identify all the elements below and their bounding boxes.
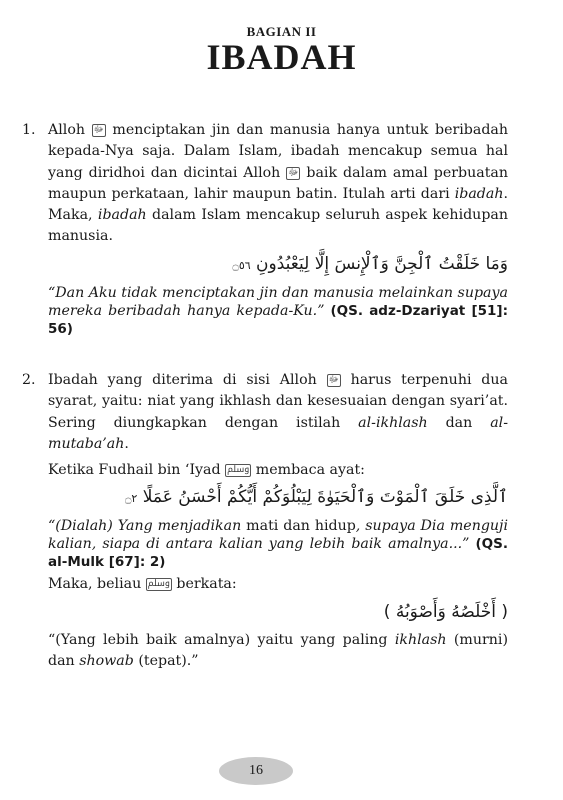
translation — [48, 284, 508, 338]
text: “(Yang lebih baik amalnya) yaitu yang paling — [48, 631, 388, 648]
rahimahullah-symbol-icon: ﷸ — [227, 465, 250, 476]
text: . Maka, — [48, 185, 508, 224]
paragraph — [48, 460, 508, 481]
text: (tepat).” — [138, 653, 199, 670]
text: dalam Islam mencakup seluruh aspek kehidupan manusia. — [48, 207, 509, 245]
translation — [48, 517, 508, 571]
translation-text: “Dan Aku tidak menciptakan jin dan manusia melainkan supaya mereka beribadah hanya kepada-Ku.” — [48, 284, 508, 319]
text: membaca ayat: — [255, 462, 365, 479]
italic-term: ikhlash — [394, 631, 447, 648]
text: . — [124, 435, 129, 452]
text: menciptakan jin dan manusia hanya untuk beribadah kepada-Nya saja. Dalam Islam, ibadah mencakup semua hal yang diridhoi dan dicintai Alloh — [48, 122, 509, 181]
text: (murni) dan — [48, 631, 509, 670]
text: baik dalam amal perbuatan maupun perkataan, lahir maupun batin. Itulah arti dari — [48, 164, 509, 202]
swt-symbol-icon: ﷻ — [93, 125, 104, 135]
item-content — [48, 120, 508, 338]
text: Ketika Fudhail bin ‘Iyad — [48, 462, 221, 479]
verse-reference: (QS. al-Mulk [67]: 2) — [48, 536, 508, 571]
text: Alloh — [48, 122, 85, 138]
italic-term: al-mutaba’ah — [48, 414, 509, 452]
paragraph — [48, 120, 508, 248]
arabic-text: وَمَا خَلَقْتُ ٱلْجِنَّ وَٱلْإِنسَ إِلَّا لِيَعْبُدُونِ — [256, 253, 508, 274]
text: dan — [445, 414, 473, 431]
text: “(Dialah) Yang menjadikan — [48, 518, 242, 535]
page-number: 16 — [219, 757, 293, 785]
paragraph — [48, 574, 508, 595]
italic-term: ibadah — [454, 185, 504, 202]
list-item-1 — [22, 120, 508, 338]
verse-reference: (QS. adz-Dzariyat [51]: 56) — [48, 302, 508, 337]
arabic-verse — [48, 483, 508, 513]
arabic-text: ٱلَّذِى خَلَقَ ٱلْمَوْتَ وَٱلْحَيَوٰةَ لِيَبْلُوَكُمْ أَيُّكُمْ أَحْسَنُ عَمَلًا — [142, 487, 508, 508]
swt-symbol-icon: ﷻ — [288, 167, 299, 178]
arabic-quote: ( أَخْلَصُهُ وَأَصْوَبُهُ ) — [383, 601, 508, 622]
text: Ibadah yang diterima di sisi Alloh — [48, 372, 317, 388]
item-number: 2. — [22, 372, 36, 388]
arabic-verse — [48, 250, 508, 280]
text: , supaya Dia menguji kalian, siapa di antara kalian yang lebih baik amalnya...” — [48, 518, 508, 553]
ayah-number-icon: ۝٢ — [124, 492, 138, 506]
paragraph — [48, 630, 508, 673]
rahimahullah-symbol-icon: ﷸ — [147, 579, 170, 590]
item-content — [48, 370, 508, 672]
italic-term: ibadah — [97, 207, 147, 224]
swt-symbol-icon: ﷻ — [328, 375, 339, 385]
ayah-number-icon: ۝٥٦ — [232, 258, 251, 272]
part-label: BAGIAN II — [246, 24, 317, 39]
page-title: IBADAH — [206, 37, 357, 77]
text: Maka, beliau — [48, 576, 142, 593]
italic-term: al-ikhlash — [358, 414, 428, 431]
item-number: 1. — [22, 122, 36, 138]
list-item-2 — [22, 370, 508, 672]
paragraph — [48, 370, 508, 455]
text: harus terpenuhi dua syarat, yaitu: niat yang ikhlash dan kesesuaian dengan syari’at. Sering diungkapkan dengan istilah — [48, 372, 508, 431]
text: berkata: — [176, 576, 237, 593]
text: mati dan hidup — [246, 518, 356, 535]
italic-term: showab — [79, 653, 134, 670]
